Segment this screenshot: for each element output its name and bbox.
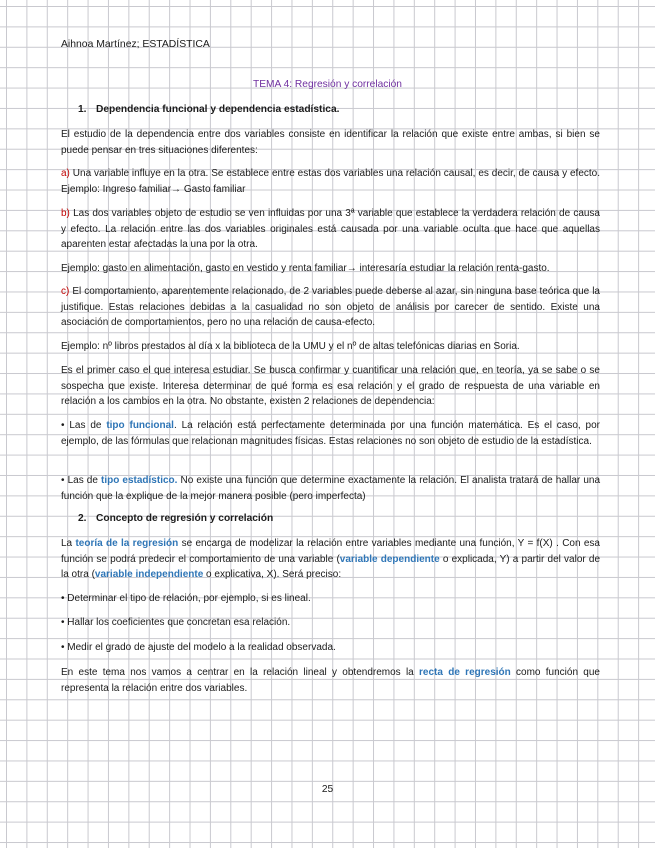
case-marker: c) [61, 286, 70, 297]
term-regression-theory: teoría de la regresión [75, 538, 179, 549]
paragraph-case-b-example: Ejemplo: gasto en alimentación, gasto en vestido y renta familiar→ interesaría estudiar la relación renta-gasto. [61, 263, 550, 274]
paragraph-case-b [61, 206, 600, 253]
paragraph-first-case: Es el primer caso el que interesa estudiar. Se busca confirmar y cuantificar una relación que, en teoría, ya se sabe o se sospecha que existe. Interesa determinar de qué forma es esa relación y el grado de respuesta de una variable en relación a los cambios en la otra. No obstante, existen 2 relaciones de dependencia: [61, 365, 600, 408]
section-number: 2. [78, 513, 87, 524]
case-marker: b) [61, 208, 70, 219]
list-item: • Determinar el tipo de relación, por ejemplo, si es lineal. [61, 593, 311, 604]
page-title: TEMA 4: Regresión y correlación [253, 79, 402, 90]
text-run: se encarga de modelizar la relación entre variables mediante una función, Y = f(X) . Con esa función se podrá predecir el comportamiento de una variable ( [61, 538, 600, 565]
page-number: 25 [321, 784, 334, 795]
term-independent-variable: variable independiente [94, 569, 204, 581]
bullet-text: No existe una función que determine exactamente la relación. El analista tratará de hallar una función que la explique de la mejor manera posible (pero imperfecta) [61, 475, 601, 502]
paragraph-intro: El estudio de la dependencia entre dos variables consiste en identificar la relación que existe entre ambas, si bien se puede pensar en tres situaciones diferentes: [61, 129, 600, 156]
paragraph-case-a [61, 166, 600, 197]
section-heading-1 [78, 104, 339, 115]
bullet-prefix: • Las de [61, 420, 107, 431]
bullet-statistical [61, 473, 600, 504]
bullet-text: . La relación está perfectamente determinada por una función matemática. Es el caso, por ejemplo, de las fórmulas que relacionan magnitudes físicas. Estas relaciones no son objeto de estudio de la estadística. [61, 420, 600, 447]
list-item: • Medir el grado de ajuste del modelo a la realidad observada. [61, 642, 336, 653]
text-run: La [61, 538, 76, 549]
section-number: 1. [78, 104, 87, 115]
term-statistical: tipo estadístico. [101, 475, 178, 486]
text-run: como función que representa la relación entre dos variables. [61, 667, 600, 694]
term-dependent-variable: variable dependiente [339, 553, 440, 565]
paragraph-linear-regression [61, 665, 600, 696]
term-regression-line: recta de regresión [419, 667, 511, 678]
paragraph-case-c [61, 284, 600, 331]
term-functional: tipo funcional [106, 420, 174, 431]
bullet-prefix: • Las de [61, 475, 101, 486]
paragraph-regression-theory [61, 536, 600, 583]
case-marker: a) [61, 168, 70, 179]
paragraph-case-c-example: Ejemplo: nº libros prestados al día x la biblioteca de la UMU y el nº de altas telefónicas diarias en Soria. [61, 341, 520, 352]
case-text: Las dos variables objeto de estudio se ven influidas por una 3ª variable que establece la verdadera relación de causa y efecto. La relación entre las dos variables originales está causada por una variable oculta que hace que aquellas aparenten estar afectadas la una por la otra. [61, 208, 600, 251]
text-run: En este tema nos vamos a centrar en la relación lineal y obtendremos la [61, 667, 420, 678]
case-text: Una variable influye en la otra. Se establece entre estas dos variables una relación causal, es decir, de causa y efecto. Ejemplo: Ingreso familiar→ Gasto familiar [61, 168, 600, 195]
section-heading-2 [78, 513, 273, 524]
page-header: Aihnoa Martínez; ESTADÍSTICA [61, 39, 210, 50]
section-title: Concepto de regresión y correlación [96, 513, 274, 524]
text-run: o explicativa, X). Será preciso: [203, 569, 342, 581]
case-text: El comportamiento, aparentemente relacionado, de 2 variables puede deberse al azar, sin ninguna base teórica que la justifique. Estas relaciones debidas a la casualidad no son objeto de análisis por carecer de sentido. Existe una asociación de comportamientos, pero no una relación de causa-efecto. [61, 286, 600, 329]
text-run: o explicada, Y) a partir del valor de la otra ( [61, 553, 601, 581]
section-title: Dependencia funcional y dependencia estadística. [96, 104, 340, 115]
list-item: • Hallar los coeficientes que concretan esa relación. [61, 617, 291, 628]
bullet-functional [61, 418, 600, 449]
